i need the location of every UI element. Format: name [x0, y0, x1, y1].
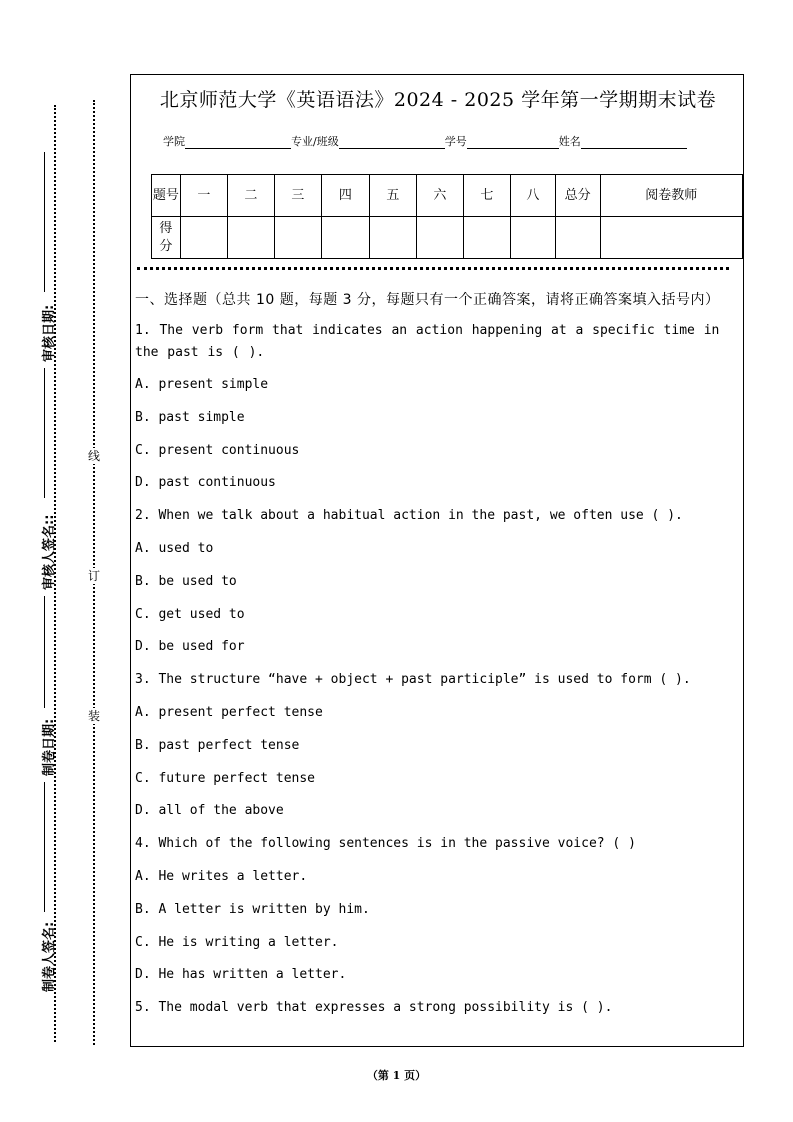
- score-cell[interactable]: [463, 217, 510, 259]
- question-stem: 1. The verb form that indicates an action happening at a specific time in the past is ( ).: [135, 323, 720, 360]
- option-item[interactable]: B. A letter is written by him.: [135, 901, 370, 917]
- score-cell[interactable]: [180, 217, 227, 259]
- section-title: 一、选择题（总共 10 题，每题 3 分，每题只有一个正确答案，请将正确答案填入括号内）: [135, 292, 720, 308]
- question-stem: 2. When we talk about a habitual action in the past, we often use ( ).: [135, 508, 683, 524]
- cut-char-bind: 订: [87, 569, 100, 583]
- score-cell[interactable]: [274, 217, 321, 259]
- score-cell[interactable]: [228, 217, 275, 259]
- option-item[interactable]: A. present simple: [135, 377, 269, 392]
- student-id-label: 学号: [444, 135, 467, 148]
- college-field[interactable]: [185, 136, 291, 149]
- score-cell[interactable]: [600, 217, 742, 259]
- option-item[interactable]: D. past continuous: [135, 475, 276, 491]
- reviewer-sign-field[interactable]: [44, 368, 45, 498]
- option-item[interactable]: B. be used to: [135, 573, 237, 589]
- major-field[interactable]: [339, 136, 445, 149]
- score-cell[interactable]: [555, 217, 600, 259]
- score-row-label-question: 题号: [152, 175, 181, 217]
- question-stem: 3. The structure “have + object + past participle” is used to form ( ).: [135, 672, 691, 688]
- cut-char-line: 线: [87, 449, 100, 463]
- option-item[interactable]: C. He is writing a letter.: [135, 934, 339, 950]
- score-col-8: 八: [511, 175, 556, 217]
- exam-content: [135, 289, 741, 1025]
- reviewer-sign-label: 审核人签名::: [42, 514, 57, 590]
- exam-title: 北京师范大学《英语语法》2024 - 2025 学年第一学期期末试卷: [159, 89, 717, 111]
- name-field[interactable]: [581, 136, 687, 149]
- option-item[interactable]: C. get used to: [135, 606, 245, 622]
- binding-margin: [0, 0, 60, 1122]
- score-cell[interactable]: [417, 217, 464, 259]
- option-item[interactable]: D. all of the above: [135, 803, 284, 819]
- exam-frame: [130, 74, 744, 1047]
- option-item[interactable]: A. He writes a letter.: [135, 868, 308, 884]
- option-item[interactable]: B. past simple: [135, 409, 245, 425]
- score-cell[interactable]: [511, 217, 556, 259]
- make-date-label: 制卷日期:: [42, 718, 57, 776]
- option-item[interactable]: D. He has written a letter.: [135, 967, 347, 983]
- option-item[interactable]: B. past perfect tense: [135, 737, 300, 753]
- score-col-6: 六: [417, 175, 464, 217]
- cut-char-fold: 装: [87, 709, 100, 723]
- student-id-field[interactable]: [467, 136, 559, 149]
- score-col-5: 五: [369, 175, 416, 217]
- score-col-3: 三: [274, 175, 321, 217]
- score-col-total: 总分: [555, 175, 600, 217]
- option-item[interactable]: C. present continuous: [135, 442, 300, 458]
- make-date-field[interactable]: [44, 596, 45, 708]
- student-info-row: [163, 133, 687, 149]
- maker-sign-label: 制卷人签名:: [42, 921, 57, 992]
- college-label: 学院: [163, 135, 185, 148]
- dotted-separator: [137, 267, 729, 270]
- score-table: [151, 174, 743, 259]
- review-date-label: 审核日期:: [42, 304, 57, 362]
- review-date-field[interactable]: [44, 152, 45, 292]
- score-cell[interactable]: [322, 217, 369, 259]
- score-col-2: 二: [228, 175, 275, 217]
- option-item[interactable]: D. be used for: [135, 639, 245, 655]
- page-number: （第 1 页）: [366, 1069, 427, 1082]
- option-item[interactable]: A. present perfect tense: [135, 704, 323, 720]
- question-stem: 5. The modal verb that expresses a strong possibility is ( ).: [135, 1000, 613, 1016]
- score-col-4: 四: [322, 175, 369, 217]
- name-label: 姓名: [558, 135, 581, 148]
- question-stem: 4. Which of the following sentences is in the passive voice? ( ): [135, 836, 636, 852]
- option-item[interactable]: A. used to: [135, 540, 214, 556]
- maker-sign-field[interactable]: [44, 782, 45, 912]
- score-col-1: 一: [180, 175, 227, 217]
- score-col-7: 七: [463, 175, 510, 217]
- option-item[interactable]: C. future perfect tense: [135, 770, 316, 786]
- margin-dotted-line-outer: [54, 105, 56, 1042]
- score-row-label-score: 得分: [152, 217, 181, 259]
- score-cell[interactable]: [369, 217, 416, 259]
- major-label: 专业/班级: [291, 135, 339, 148]
- score-col-grader: 阅卷教师: [600, 175, 742, 217]
